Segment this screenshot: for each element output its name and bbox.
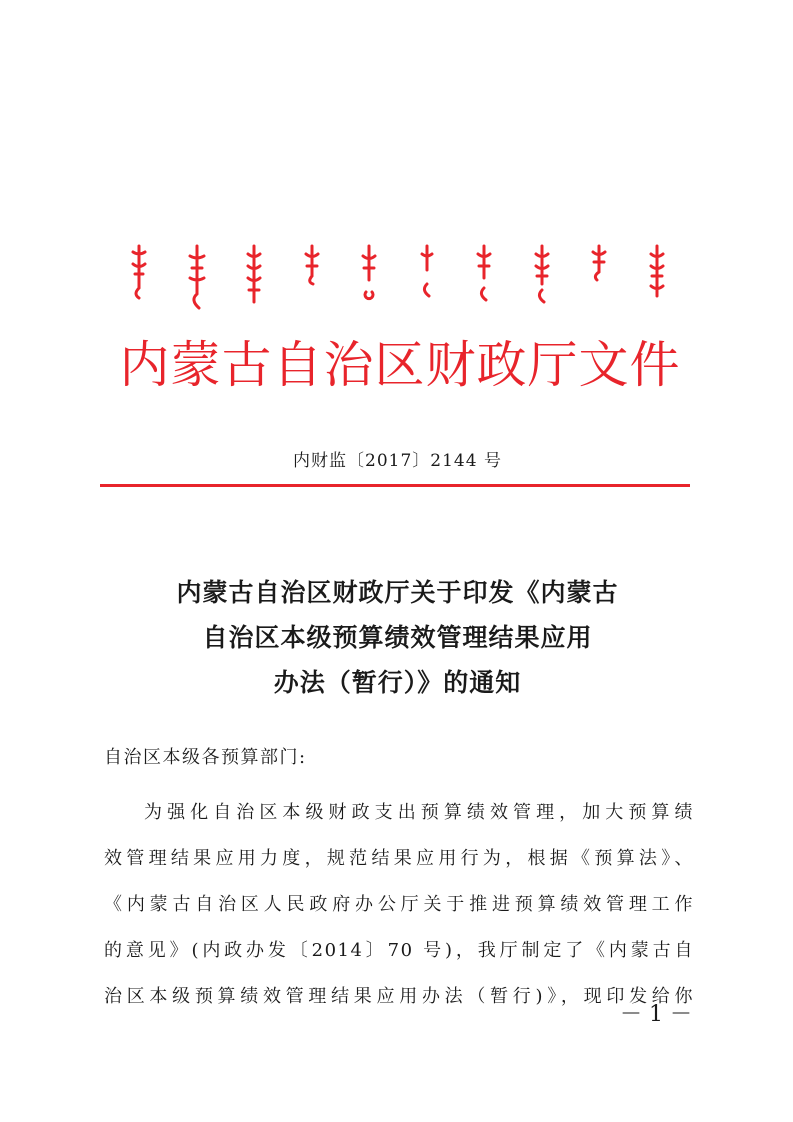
red-divider-line	[100, 484, 690, 487]
salutation: 自治区本级各预算部门:	[104, 747, 307, 768]
mongolian-word	[416, 244, 438, 312]
mongolian-word	[243, 244, 265, 312]
mongolian-script-title	[128, 244, 668, 312]
mongolian-word	[358, 244, 380, 312]
document-number: 内财监〔2017〕2144 号	[293, 451, 502, 471]
body-line: 效管理结果应用力度，规范结果应用行为，根据《预算法》、	[104, 848, 694, 869]
notice-title-line: 自治区本级预算绩效管理结果应用	[202, 623, 593, 652]
mongolian-word	[301, 244, 323, 312]
body-line: 《内蒙古自治区人民政府办公厅关于推进预算绩效管理工作	[104, 894, 694, 915]
mongolian-word	[128, 244, 150, 312]
body-line: 治区本级预算绩效管理结果应用办法（暂行)》，现印发给你	[104, 986, 694, 1007]
issuing-authority-title: 内蒙古自治区财政厅文件	[119, 336, 681, 394]
mongolian-word	[588, 244, 610, 312]
notice-title-line: 办法（暂行）》的通知	[273, 668, 522, 697]
mongolian-word	[186, 244, 208, 312]
mongolian-word	[646, 244, 668, 312]
mongolian-word	[531, 244, 553, 312]
notice-title-line: 内蒙古自治区财政厅关于印发《内蒙古	[176, 578, 619, 607]
notice-title	[100, 570, 695, 705]
body-line: 的意见》(内政办发〔2014〕70 号)，我厅制定了《内蒙古自	[104, 940, 694, 961]
mongolian-word	[473, 244, 495, 312]
body-paragraph	[104, 790, 694, 1020]
body-line: 为强化自治区本级财政支出预算绩效管理，加大预算绩	[144, 802, 694, 823]
page-number: － 1 －	[620, 1002, 692, 1027]
